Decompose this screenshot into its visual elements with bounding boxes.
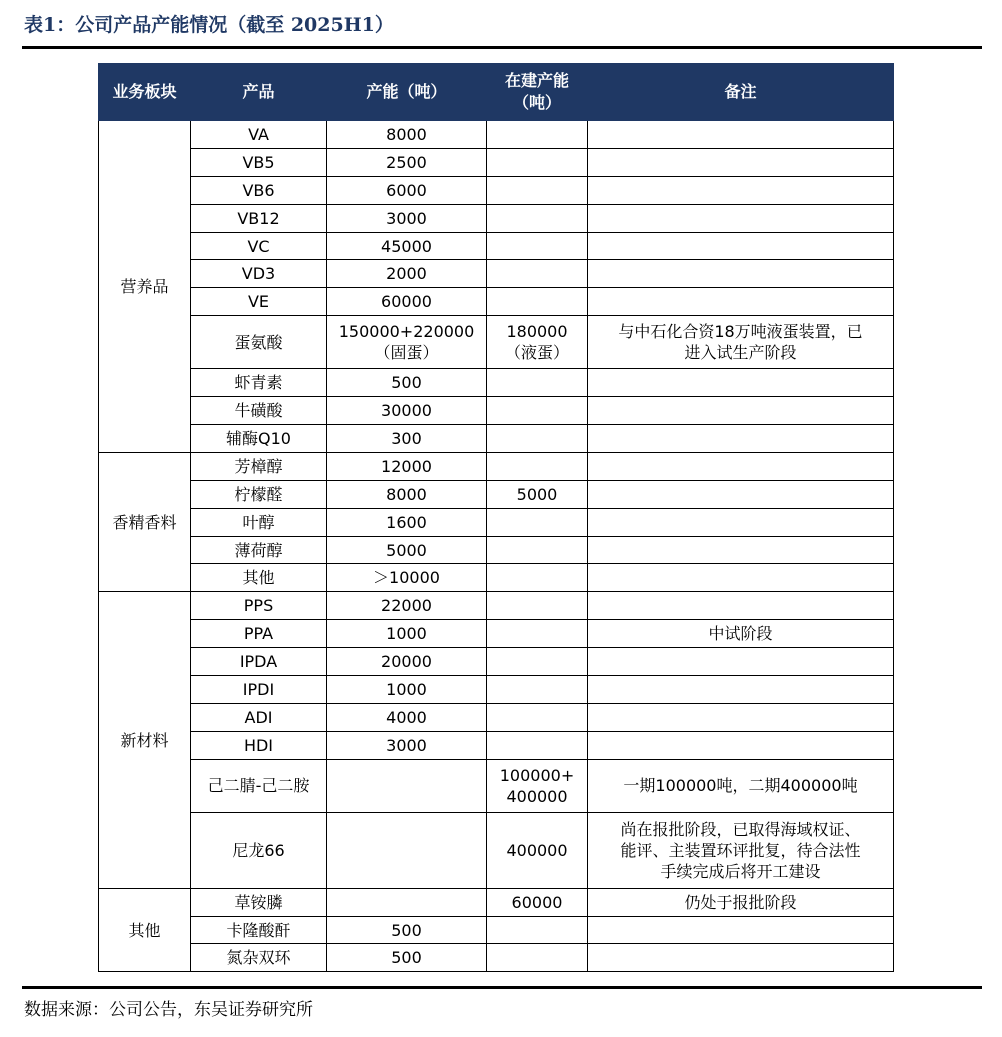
construction-cell [487, 648, 588, 676]
construction-cell [487, 425, 588, 453]
construction-cell [487, 397, 588, 425]
capacity-cell: 8000 [327, 480, 487, 508]
note-cell: 尚在报批阶段，已取得海域权证、 能评、主装置环评批复，待合法性 手续完成后将开工建设 [588, 812, 894, 888]
header-product: 产品 [191, 64, 327, 121]
table-row [99, 564, 894, 592]
construction-cell [487, 204, 588, 232]
note-cell [588, 121, 894, 149]
construction-cell [487, 703, 588, 731]
header-row [99, 64, 894, 121]
construction-cell [487, 121, 588, 149]
construction-cell [487, 508, 588, 536]
construction-cell [487, 916, 588, 944]
capacity-cell: 1000 [327, 620, 487, 648]
table-row [99, 260, 894, 288]
table-row [99, 508, 894, 536]
note-cell [588, 148, 894, 176]
capacity-cell: 1000 [327, 676, 487, 704]
capacity-cell: 500 [327, 916, 487, 944]
construction-cell [487, 536, 588, 564]
header-capacity: 产能（吨） [327, 64, 487, 121]
product-cell: PPA [191, 620, 327, 648]
construction-cell [487, 676, 588, 704]
source-note: 数据来源：公司公告，东吴证券研究所 [24, 1000, 313, 1020]
product-cell: VE [191, 288, 327, 316]
bottom-rule [22, 986, 982, 989]
product-cell: 蛋氨酸 [191, 316, 327, 369]
note-cell [588, 536, 894, 564]
table-row [99, 148, 894, 176]
construction-cell: 180000 （液蛋） [487, 316, 588, 369]
capacity-cell: 5000 [327, 536, 487, 564]
construction-cell [487, 260, 588, 288]
construction-cell [487, 452, 588, 480]
note-cell [588, 676, 894, 704]
note-cell [588, 397, 894, 425]
header-note: 备注 [588, 64, 894, 121]
product-cell: HDI [191, 731, 327, 759]
header-segment: 业务板块 [99, 64, 191, 121]
capacity-cell: 8000 [327, 121, 487, 149]
table-row [99, 620, 894, 648]
table-row [99, 369, 894, 397]
note-cell [588, 480, 894, 508]
segment-cell: 香精香料 [99, 452, 191, 591]
product-cell: PPS [191, 592, 327, 620]
note-cell [588, 592, 894, 620]
note-cell [588, 452, 894, 480]
construction-cell: 60000 [487, 888, 588, 916]
product-cell: 叶醇 [191, 508, 327, 536]
note-cell [588, 369, 894, 397]
note-cell [588, 648, 894, 676]
capacity-cell: 4000 [327, 703, 487, 731]
product-cell: ADI [191, 703, 327, 731]
note-cell [588, 916, 894, 944]
top-rule [22, 46, 982, 49]
construction-cell [487, 288, 588, 316]
table-row [99, 888, 894, 916]
table-row [99, 812, 894, 888]
header-under-construction: 在建产能 （吨） [487, 64, 588, 121]
capacity-cell: 12000 [327, 452, 487, 480]
table-row [99, 731, 894, 759]
product-cell: 薄荷醇 [191, 536, 327, 564]
capacity-cell: 60000 [327, 288, 487, 316]
product-cell: VD3 [191, 260, 327, 288]
product-cell: 其他 [191, 564, 327, 592]
capacity-cell [327, 888, 487, 916]
table-row [99, 204, 894, 232]
construction-cell [487, 620, 588, 648]
capacity-cell: 2500 [327, 148, 487, 176]
note-cell [588, 204, 894, 232]
table-row [99, 480, 894, 508]
product-cell: 草铵膦 [191, 888, 327, 916]
product-cell: 芳樟醇 [191, 452, 327, 480]
construction-cell [487, 564, 588, 592]
segment-cell: 新材料 [99, 592, 191, 888]
capacity-cell: 30000 [327, 397, 487, 425]
table-row [99, 759, 894, 812]
note-cell [588, 425, 894, 453]
capacity-cell: 300 [327, 425, 487, 453]
note-cell [588, 731, 894, 759]
table-row [99, 397, 894, 425]
capacity-table [98, 63, 894, 972]
table-row [99, 916, 894, 944]
capacity-cell: 22000 [327, 592, 487, 620]
capacity-cell: 3000 [327, 731, 487, 759]
note-cell: 一期100000吨，二期400000吨 [588, 759, 894, 812]
note-cell [588, 232, 894, 260]
capacity-cell: 2000 [327, 260, 487, 288]
construction-cell: 400000 [487, 812, 588, 888]
product-cell: 柠檬醛 [191, 480, 327, 508]
table-row [99, 944, 894, 972]
construction-cell [487, 731, 588, 759]
table-row [99, 536, 894, 564]
capacity-cell: 1600 [327, 508, 487, 536]
construction-cell [487, 944, 588, 972]
note-cell: 仍处于报批阶段 [588, 888, 894, 916]
capacity-cell: 500 [327, 369, 487, 397]
note-cell [588, 564, 894, 592]
construction-cell: 100000+ 400000 [487, 759, 588, 812]
capacity-cell: 150000+220000 （固蛋） [327, 316, 487, 369]
note-cell [588, 260, 894, 288]
table-row [99, 288, 894, 316]
product-cell: 牛磺酸 [191, 397, 327, 425]
capacity-cell: 45000 [327, 232, 487, 260]
product-cell: VB6 [191, 176, 327, 204]
table-body [99, 121, 894, 972]
table-row [99, 425, 894, 453]
construction-cell [487, 369, 588, 397]
capacity-cell: 3000 [327, 204, 487, 232]
note-cell: 与中石化合资18万吨液蛋装置，已 进入试生产阶段 [588, 316, 894, 369]
construction-cell [487, 232, 588, 260]
construction-cell [487, 592, 588, 620]
segment-cell: 营养品 [99, 121, 191, 453]
note-cell [588, 944, 894, 972]
product-cell: IPDI [191, 676, 327, 704]
capacity-cell: 500 [327, 944, 487, 972]
product-cell: IPDA [191, 648, 327, 676]
table-row [99, 648, 894, 676]
capacity-cell: ＞10000 [327, 564, 487, 592]
note-cell: 中试阶段 [588, 620, 894, 648]
product-cell: VC [191, 232, 327, 260]
capacity-cell [327, 812, 487, 888]
product-cell: 卡隆酸酐 [191, 916, 327, 944]
construction-cell: 5000 [487, 480, 588, 508]
product-cell: 尼龙66 [191, 812, 327, 888]
table-title: 表1：公司产品产能情况（截至 2025H1） [24, 14, 394, 36]
product-cell: VB12 [191, 204, 327, 232]
construction-cell [487, 176, 588, 204]
table-row [99, 176, 894, 204]
table-row [99, 316, 894, 369]
construction-cell [487, 148, 588, 176]
table-row [99, 452, 894, 480]
table-row [99, 592, 894, 620]
capacity-cell: 20000 [327, 648, 487, 676]
capacity-cell [327, 759, 487, 812]
note-cell [588, 508, 894, 536]
capacity-cell: 6000 [327, 176, 487, 204]
product-cell: 己二腈-己二胺 [191, 759, 327, 812]
table-row [99, 703, 894, 731]
note-cell [588, 703, 894, 731]
segment-cell: 其他 [99, 888, 191, 972]
note-cell [588, 176, 894, 204]
table-row [99, 232, 894, 260]
product-cell: VB5 [191, 148, 327, 176]
note-cell [588, 288, 894, 316]
table-row [99, 676, 894, 704]
product-cell: 辅酶Q10 [191, 425, 327, 453]
product-cell: VA [191, 121, 327, 149]
product-cell: 氮杂双环 [191, 944, 327, 972]
table-row [99, 121, 894, 149]
product-cell: 虾青素 [191, 369, 327, 397]
